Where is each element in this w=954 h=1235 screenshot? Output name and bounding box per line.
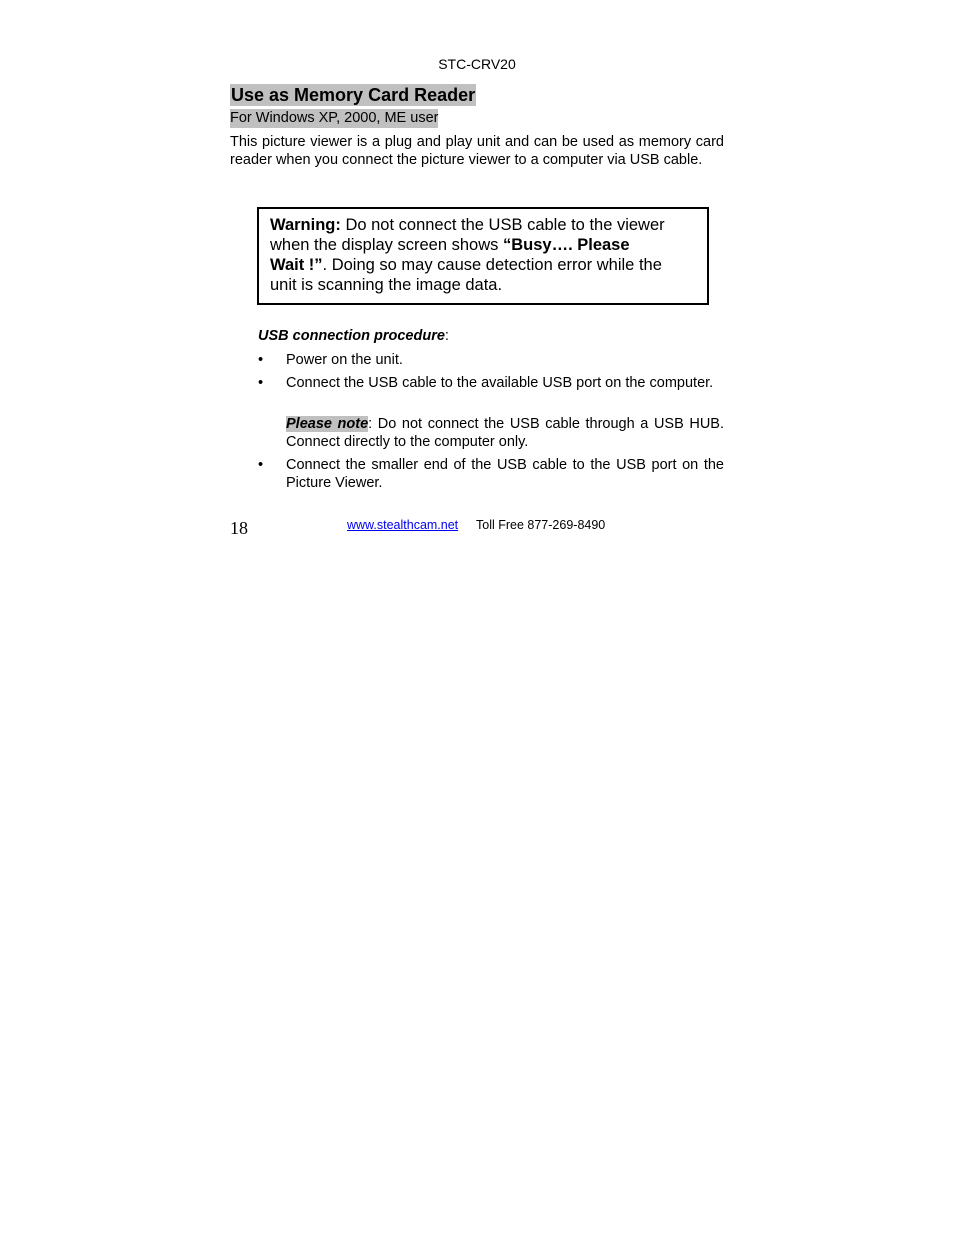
bullet-icon: •: [258, 352, 264, 368]
warning-line-3: [270, 255, 696, 275]
warning-busy-message-part1: “Busy…. Please: [502, 236, 630, 254]
warning-line-2: [270, 235, 696, 255]
page-number: 18: [230, 518, 248, 538]
list-item: [258, 456, 724, 492]
note-text: : Do not connect the USB cable through a USB HUB. Connect directly to the computer only.: [286, 416, 724, 450]
step-text: Connect the USB cable to the available USB port on the computer.: [286, 375, 714, 391]
warning-text-2: when the display screen shows: [270, 236, 503, 254]
procedure-heading: [258, 327, 449, 345]
list-item: [258, 374, 724, 410]
procedure-heading-text: USB connection procedure: [258, 328, 445, 344]
intro-paragraph: This picture viewer is a plug and play unit and can be used as memory card reader when you connect the picture viewer to a computer via USB cable.: [230, 134, 724, 168]
warning-text-1: Do not connect the USB cable to the viewer: [340, 216, 665, 234]
bullet-icon: •: [258, 457, 264, 473]
warning-label: Warning:: [270, 216, 341, 234]
section-subtitle: For Windows XP, 2000, ME user: [230, 110, 439, 126]
step-text: Connect the smaller end of the USB cable to the USB port on the Picture Viewer.: [286, 457, 724, 491]
warning-box: [257, 207, 709, 305]
document-header-model: STC-CRV20: [438, 56, 516, 72]
usb-hub-note: [286, 415, 724, 451]
note-label: Please note: [286, 416, 369, 432]
procedure-heading-colon: :: [444, 328, 449, 344]
warning-text-3: . Doing so may cause detection error while the: [322, 256, 662, 274]
warning-line-4: unit is scanning the image data.: [270, 276, 503, 294]
bullet-icon: •: [258, 375, 264, 391]
step-text: Power on the unit.: [286, 352, 403, 368]
section-title: Use as Memory Card Reader: [231, 85, 476, 105]
warning-line-1: [270, 215, 696, 235]
list-item: [258, 351, 724, 369]
website-link[interactable]: www.stealthcam.net: [347, 518, 459, 532]
toll-free-phone: Toll Free 877-269-8490: [476, 518, 606, 532]
warning-busy-message-part2: Wait !”: [270, 256, 323, 274]
